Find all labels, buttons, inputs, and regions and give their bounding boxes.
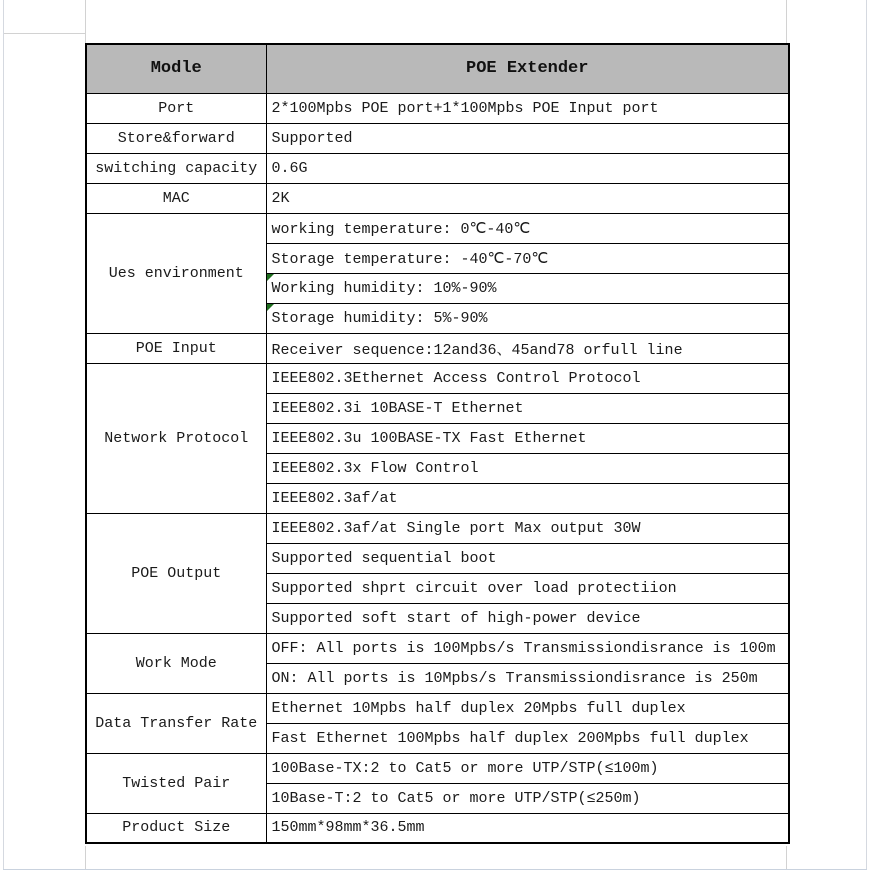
spec-value-cell	[266, 543, 789, 573]
spec-value-text: IEEE802.3Ethernet Access Control Protocol	[271, 369, 641, 387]
spec-value-cell	[266, 633, 789, 663]
spec-value-text: 100Base-TX:2 to Cat5 or more UTP/STP(≤100m)	[271, 759, 659, 777]
spec-label-cell: switching capacity	[86, 153, 266, 183]
spec-value-text: 150mm*98mm*36.5mm	[271, 819, 425, 837]
table-row	[86, 813, 789, 843]
spec-value-text: Supported soft start of high-power device	[271, 609, 641, 627]
spec-value-cell	[266, 423, 789, 453]
spec-value-text: IEEE802.3i 10BASE-T Ethernet	[271, 399, 524, 417]
spec-value-cell	[266, 603, 789, 633]
spec-value-cell	[266, 153, 789, 183]
spec-value-text: OFF: All ports is 100Mpbs/s Transmissiondisrance is 100m	[271, 639, 776, 657]
spec-value-text: Fast Ethernet 100Mpbs half duplex 200Mpbs full duplex	[271, 729, 749, 747]
header-cell-product: POE Extender	[266, 44, 789, 93]
table-row	[86, 753, 789, 783]
gridline-vertical	[786, 0, 787, 43]
table-row	[86, 333, 789, 363]
spec-label-cell: Ues environment	[86, 213, 266, 333]
header-cell-model: Modle	[86, 44, 266, 93]
frame-line-left	[3, 0, 4, 869]
spec-value-text: Supported	[271, 129, 353, 147]
cell-comment-marker	[267, 304, 274, 311]
cell-comment-marker	[267, 274, 274, 281]
spec-value-text: Supported shprt circuit over load protectiion	[271, 579, 677, 597]
gridline-vertical	[786, 846, 787, 869]
spec-value-cell	[266, 183, 789, 213]
spec-value-text: Storage humidity: 5%-90%	[271, 309, 488, 327]
spec-value-cell	[266, 573, 789, 603]
spec-value-cell	[266, 333, 789, 363]
spec-value-cell	[266, 723, 789, 753]
spec-label-cell: Work Mode	[86, 633, 266, 693]
table-row	[86, 513, 789, 543]
table-row	[86, 693, 789, 723]
spec-label-cell: POE Input	[86, 333, 266, 363]
spec-value-cell	[266, 303, 789, 333]
spec-value-cell	[266, 393, 789, 423]
spec-table	[85, 43, 790, 844]
spec-value-cell	[266, 213, 789, 243]
spec-value-cell	[266, 273, 789, 303]
spec-value-text: 0.6G	[271, 159, 308, 177]
table-row	[86, 123, 789, 153]
gridline-vertical	[85, 846, 86, 869]
spec-value-cell	[266, 453, 789, 483]
header-row	[86, 44, 789, 93]
spec-value-cell	[266, 753, 789, 783]
spec-value-cell	[266, 693, 789, 723]
spec-value-text: IEEE802.3x Flow Control	[271, 459, 479, 477]
table-row	[86, 363, 789, 393]
spec-label-cell: Network Protocol	[86, 363, 266, 513]
spec-label-cell: POE Output	[86, 513, 266, 633]
spec-value-text: Storage temperature: -40℃-70℃	[271, 250, 549, 268]
spec-label-cell: Port	[86, 93, 266, 123]
spec-value-text: ON: All ports is 10Mpbs/s Transmissiondisrance is 250m	[271, 669, 758, 687]
spec-value-text: Working humidity: 10%-90%	[271, 279, 497, 297]
spec-label-cell: Product Size	[86, 813, 266, 843]
spec-label-cell: Twisted Pair	[86, 753, 266, 813]
spec-value-text: IEEE802.3u 100BASE-TX Fast Ethernet	[271, 429, 587, 447]
spec-value-text: Supported sequential boot	[271, 549, 497, 567]
table-row	[86, 93, 789, 123]
spec-value-cell	[266, 783, 789, 813]
spec-value-text: IEEE802.3af/at Single port Max output 30W	[271, 519, 641, 537]
spec-value-cell	[266, 663, 789, 693]
spec-value-cell	[266, 243, 789, 273]
gridline-vertical	[85, 0, 86, 43]
table-row	[86, 633, 789, 663]
spec-value-text: working temperature: 0℃-40℃	[271, 220, 531, 238]
spec-value-cell	[266, 93, 789, 123]
spec-value-cell	[266, 363, 789, 393]
frame-line-bottom	[3, 869, 867, 870]
table-row	[86, 213, 789, 243]
spec-value-cell	[266, 483, 789, 513]
spec-value-text: Receiver sequence:12and36、45and78 orfull line	[271, 341, 683, 359]
table-row	[86, 153, 789, 183]
spec-value-text: 10Base-T:2 to Cat5 or more UTP/STP(≤250m)	[271, 789, 641, 807]
spec-value-cell	[266, 513, 789, 543]
spec-value-cell	[266, 123, 789, 153]
spec-label-cell: Store&forward	[86, 123, 266, 153]
gridline-horizontal	[4, 33, 85, 34]
spec-value-text: 2*100Mpbs POE port+1*100Mpbs POE Input port	[271, 99, 659, 117]
spec-label-cell: MAC	[86, 183, 266, 213]
spec-value-cell	[266, 813, 789, 843]
spec-label-cell: Data Transfer Rate	[86, 693, 266, 753]
spec-value-text: Ethernet 10Mpbs half duplex 20Mpbs full duplex	[271, 699, 686, 717]
table-row	[86, 183, 789, 213]
spec-value-text: 2K	[271, 189, 290, 207]
spec-value-text: IEEE802.3af/at	[271, 489, 398, 507]
frame-line-right	[866, 0, 867, 869]
